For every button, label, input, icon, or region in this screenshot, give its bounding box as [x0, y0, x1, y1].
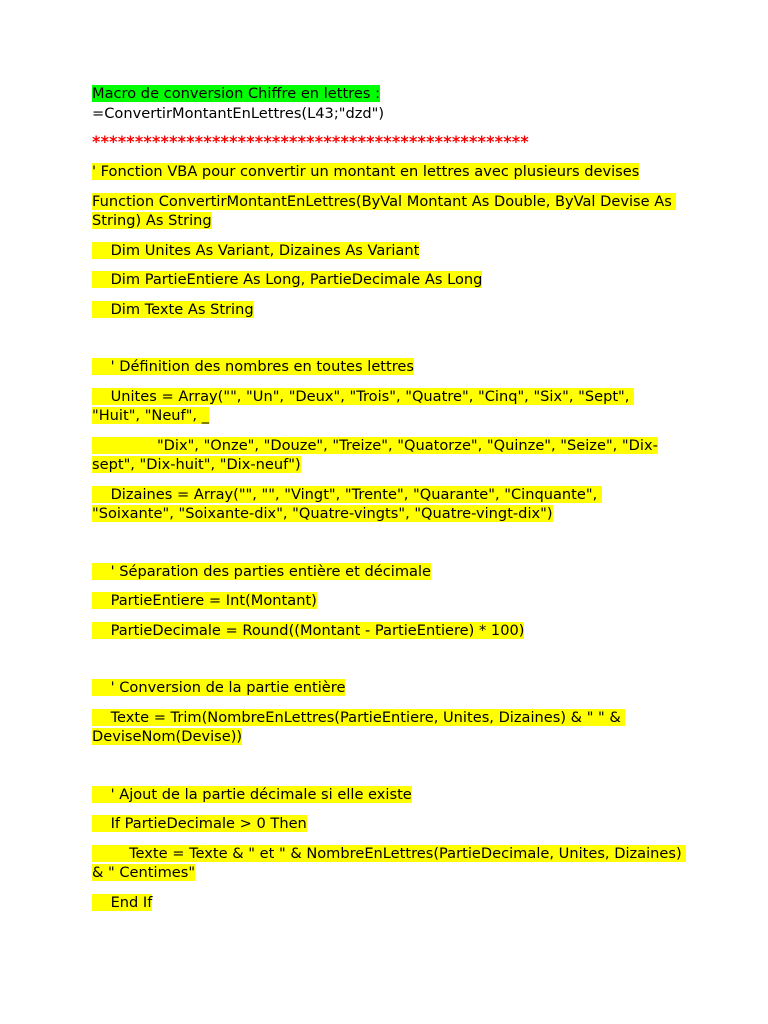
code-line: "Dix", "Onze", "Douze", "Treize", "Quatorze", "Quinze", "Seize", "Dix-sept", "Dix-huit", "Dix-neuf") [92, 436, 658, 473]
function-declaration: Function ConvertirMontantEnLettres(ByVal Montant As Double, ByVal Devise As String) As String [92, 192, 677, 229]
separator-stars: *************************************************** [92, 132, 529, 151]
code-line: Dim PartieEntiere As Long, PartieDecimale As Long [92, 271, 483, 288]
code-comment-line: ' Ajout de la partie décimale si elle existe [92, 785, 412, 803]
code-line: Dim Texte As String [92, 300, 254, 318]
code-comment-line: ' Définition des nombres en toutes lettres [92, 358, 415, 375]
code-comment-line: ' Fonction VBA pour convertir un montant en lettres avec plusieurs devises [92, 163, 640, 180]
code-line: PartieEntiere = Int(Montant) [92, 592, 317, 609]
code-line: Texte = Trim(NombreEnLettres(PartieEntiere, Unites, Dizaines) & " " & DeviseNom(Devise)) [92, 708, 626, 745]
macro-title: Macro de conversion Chiffre en lettres : [92, 85, 380, 102]
code-line: End If [92, 893, 153, 911]
formula-example: =ConvertirMontantEnLettres(L43;"dzd") [92, 104, 385, 122]
code-line: Texte = Texte & " et " & NombreEnLettres(PartieDecimale, Unites, Dizaines) & " Centimes" [92, 844, 687, 881]
code-comment-line: ' Séparation des parties entière et décimale [92, 562, 432, 580]
code-line: Dizaines = Array("", "", "Vingt", "Trente", "Quarante", "Cinquante", "Soixante", "Soixante-dix", "Quatre-vingts", "Quatre-vingt-dix") [92, 485, 602, 522]
code-line: Dim Unites As Variant, Dizaines As Variant [92, 241, 420, 259]
code-line: Unites = Array("", "Un", "Deux", "Trois", "Quatre", "Cinq", "Six", "Sept", "Huit", "Neuf", _ [92, 387, 635, 424]
code-comment-line: ' Conversion de la partie entière [92, 679, 346, 696]
code-line: PartieDecimale = Round((Montant - PartieEntiere) * 100) [92, 621, 525, 639]
code-line: If PartieDecimale > 0 Then [92, 815, 307, 832]
document-page [92, 84, 687, 922]
